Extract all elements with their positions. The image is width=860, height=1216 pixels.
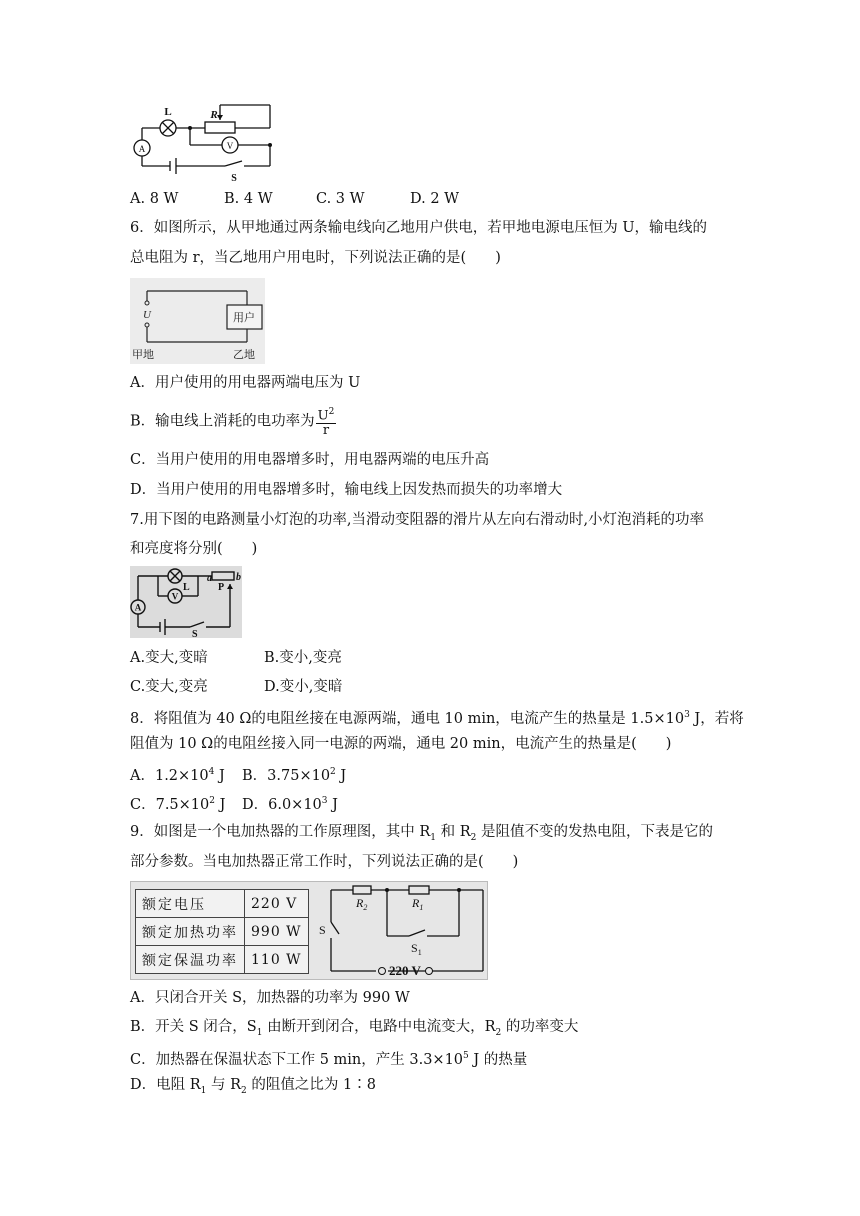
q8-option-c: C．$7.5\times 10^2$ J xyxy=(130,796,226,813)
q5-fig-label-l: L xyxy=(164,106,172,118)
table-row xyxy=(136,918,309,946)
q9-option-a: A．只闭合开关 S，加热器的功率为 990 W xyxy=(130,990,410,1006)
q9-option-b: B．开关 S 闭合，$S_1$ 由断开到闭合，电路中电流变大，$R_2$ 的功率变大 xyxy=(130,1019,579,1038)
table-row xyxy=(136,890,309,918)
table-row xyxy=(136,946,309,974)
q7-stem-line2: 和亮度将分别( ) xyxy=(130,541,258,557)
q7-fig-label-a: A xyxy=(134,602,142,613)
q7-fig-label-l: L xyxy=(183,582,190,593)
table-cell-value: 220 V xyxy=(245,890,309,918)
q5-option-b: B. 4 W xyxy=(224,191,273,207)
q8-option-a: A．$1.2\times 10^4$ J xyxy=(130,767,225,784)
q6-option-d: D．当用户使用的用电器增多时，输电线上因发热而损失的功率增大 xyxy=(130,482,563,498)
q5-option-a: A. 8 W xyxy=(130,191,179,207)
table-cell-label: 额定保温功率 xyxy=(136,946,245,974)
q8-stem-line2: 阻值为 10 Ω的电阻丝接入同一电源的两端，通电 20 min，电流产生的热量是( ) xyxy=(130,736,672,752)
q5-option-c: C. 3 W xyxy=(316,191,365,207)
q5-fig-label-v: V xyxy=(226,141,234,151)
q9-fig-label-s: S xyxy=(319,923,326,937)
q8-option-b: B．$3.75\times 10^2$ J xyxy=(242,767,347,784)
q6-stem-line2: 总电阻为 r，当乙地用户用电时，下列说法正确的是( ) xyxy=(130,250,501,266)
q9-option-c: C．加热器在保温状态下工作 5 min，产生 $3.3\times 10^5$ J 的热量 xyxy=(130,1051,528,1068)
q7-option-d: D.变小,变暗 xyxy=(264,679,343,695)
q7-fig-label-a-end: a xyxy=(207,573,212,584)
q5-circuit-diagram xyxy=(130,100,280,182)
q9-parameter-table xyxy=(135,889,309,974)
q7-option-a: A.变大,变暗 xyxy=(130,650,208,666)
table-cell-label: 额定加热功率 xyxy=(136,918,245,946)
q6-power-line-diagram xyxy=(130,278,265,364)
q8-option-d: D．$6.0\times 10^3$ J xyxy=(242,796,338,813)
q7-option-c: C.变大,变亮 xyxy=(130,679,208,695)
q9-fig-label-r1: $R_1$ xyxy=(412,896,424,912)
q6-option-b: B．输电线上消耗的电功率为 $\frac{U^2}{r}$ xyxy=(130,407,335,439)
q7-circuit-diagram xyxy=(130,566,242,638)
q9-figure-panel xyxy=(130,881,488,980)
q9-fig-label-220v: 220 V xyxy=(389,963,421,978)
q5-fig-label-s: S xyxy=(231,173,237,184)
q6-fig-label-user: 用户 xyxy=(233,311,255,324)
q6-option-c: C．当用户使用的用电器增多时，用电器两端的电压升高 xyxy=(130,452,490,468)
q6-option-a: A．用户使用的用电器两端电压为 U xyxy=(130,375,361,391)
q9-option-d: D．电阻 $R_1$ 与 $R_2$ 的阻值之比为 1∶8 xyxy=(130,1077,376,1096)
q6-fig-label-u: U xyxy=(143,309,151,321)
q9-stem-line2: 部分参数。当电加热器正常工作时，下列说法正确的是( ) xyxy=(130,854,519,870)
q9-fig-label-r2: $R_2$ xyxy=(356,896,368,912)
q7-fig-label-p: P xyxy=(218,582,225,593)
q7-stem-line1: 7.用下图的电路测量小灯泡的功率,当滑动变阻器的滑片从左向右滑动时,小灯泡消耗的功率 xyxy=(130,512,705,528)
q8-stem-line1: 8．将阻值为 40 Ω的电阻丝接在电源两端，通电 10 min，电流产生的热量是 $1.5\times 10^3$ J，若将 xyxy=(130,710,744,727)
q6-fig-label-jia: 甲地 xyxy=(132,348,154,361)
q5-fig-label-a: A xyxy=(138,144,146,154)
q7-fig-label-b-end: b xyxy=(236,572,241,583)
table-cell-value: 110 W xyxy=(245,946,309,974)
q6-fig-label-yi: 乙地 xyxy=(233,348,255,361)
q7-option-b: B.变小,变亮 xyxy=(264,650,342,666)
q7-fig-label-v: V xyxy=(171,591,179,602)
table-cell-value: 990 W xyxy=(245,918,309,946)
q5-option-d: D. 2 W xyxy=(410,191,460,207)
table-cell-label: 额定电压 xyxy=(136,890,245,918)
q9-fig-label-s1: $S_1$ xyxy=(411,941,422,957)
q9-stem-line1: 9．如图是一个电加热器的工作原理图，其中 $R_1$ 和 $R_2$ 是阻值不变的发热电阻，下表是它的 xyxy=(130,824,713,843)
q7-fig-label-s: S xyxy=(192,629,198,640)
q6-stem-line1: 6．如图所示，从甲地通过两条输电线向乙地用户供电，若甲地电源电压恒为 U，输电线的 xyxy=(130,220,708,236)
q5-fig-label-r: R xyxy=(210,109,218,121)
q9-circuit-diagram xyxy=(321,882,487,979)
